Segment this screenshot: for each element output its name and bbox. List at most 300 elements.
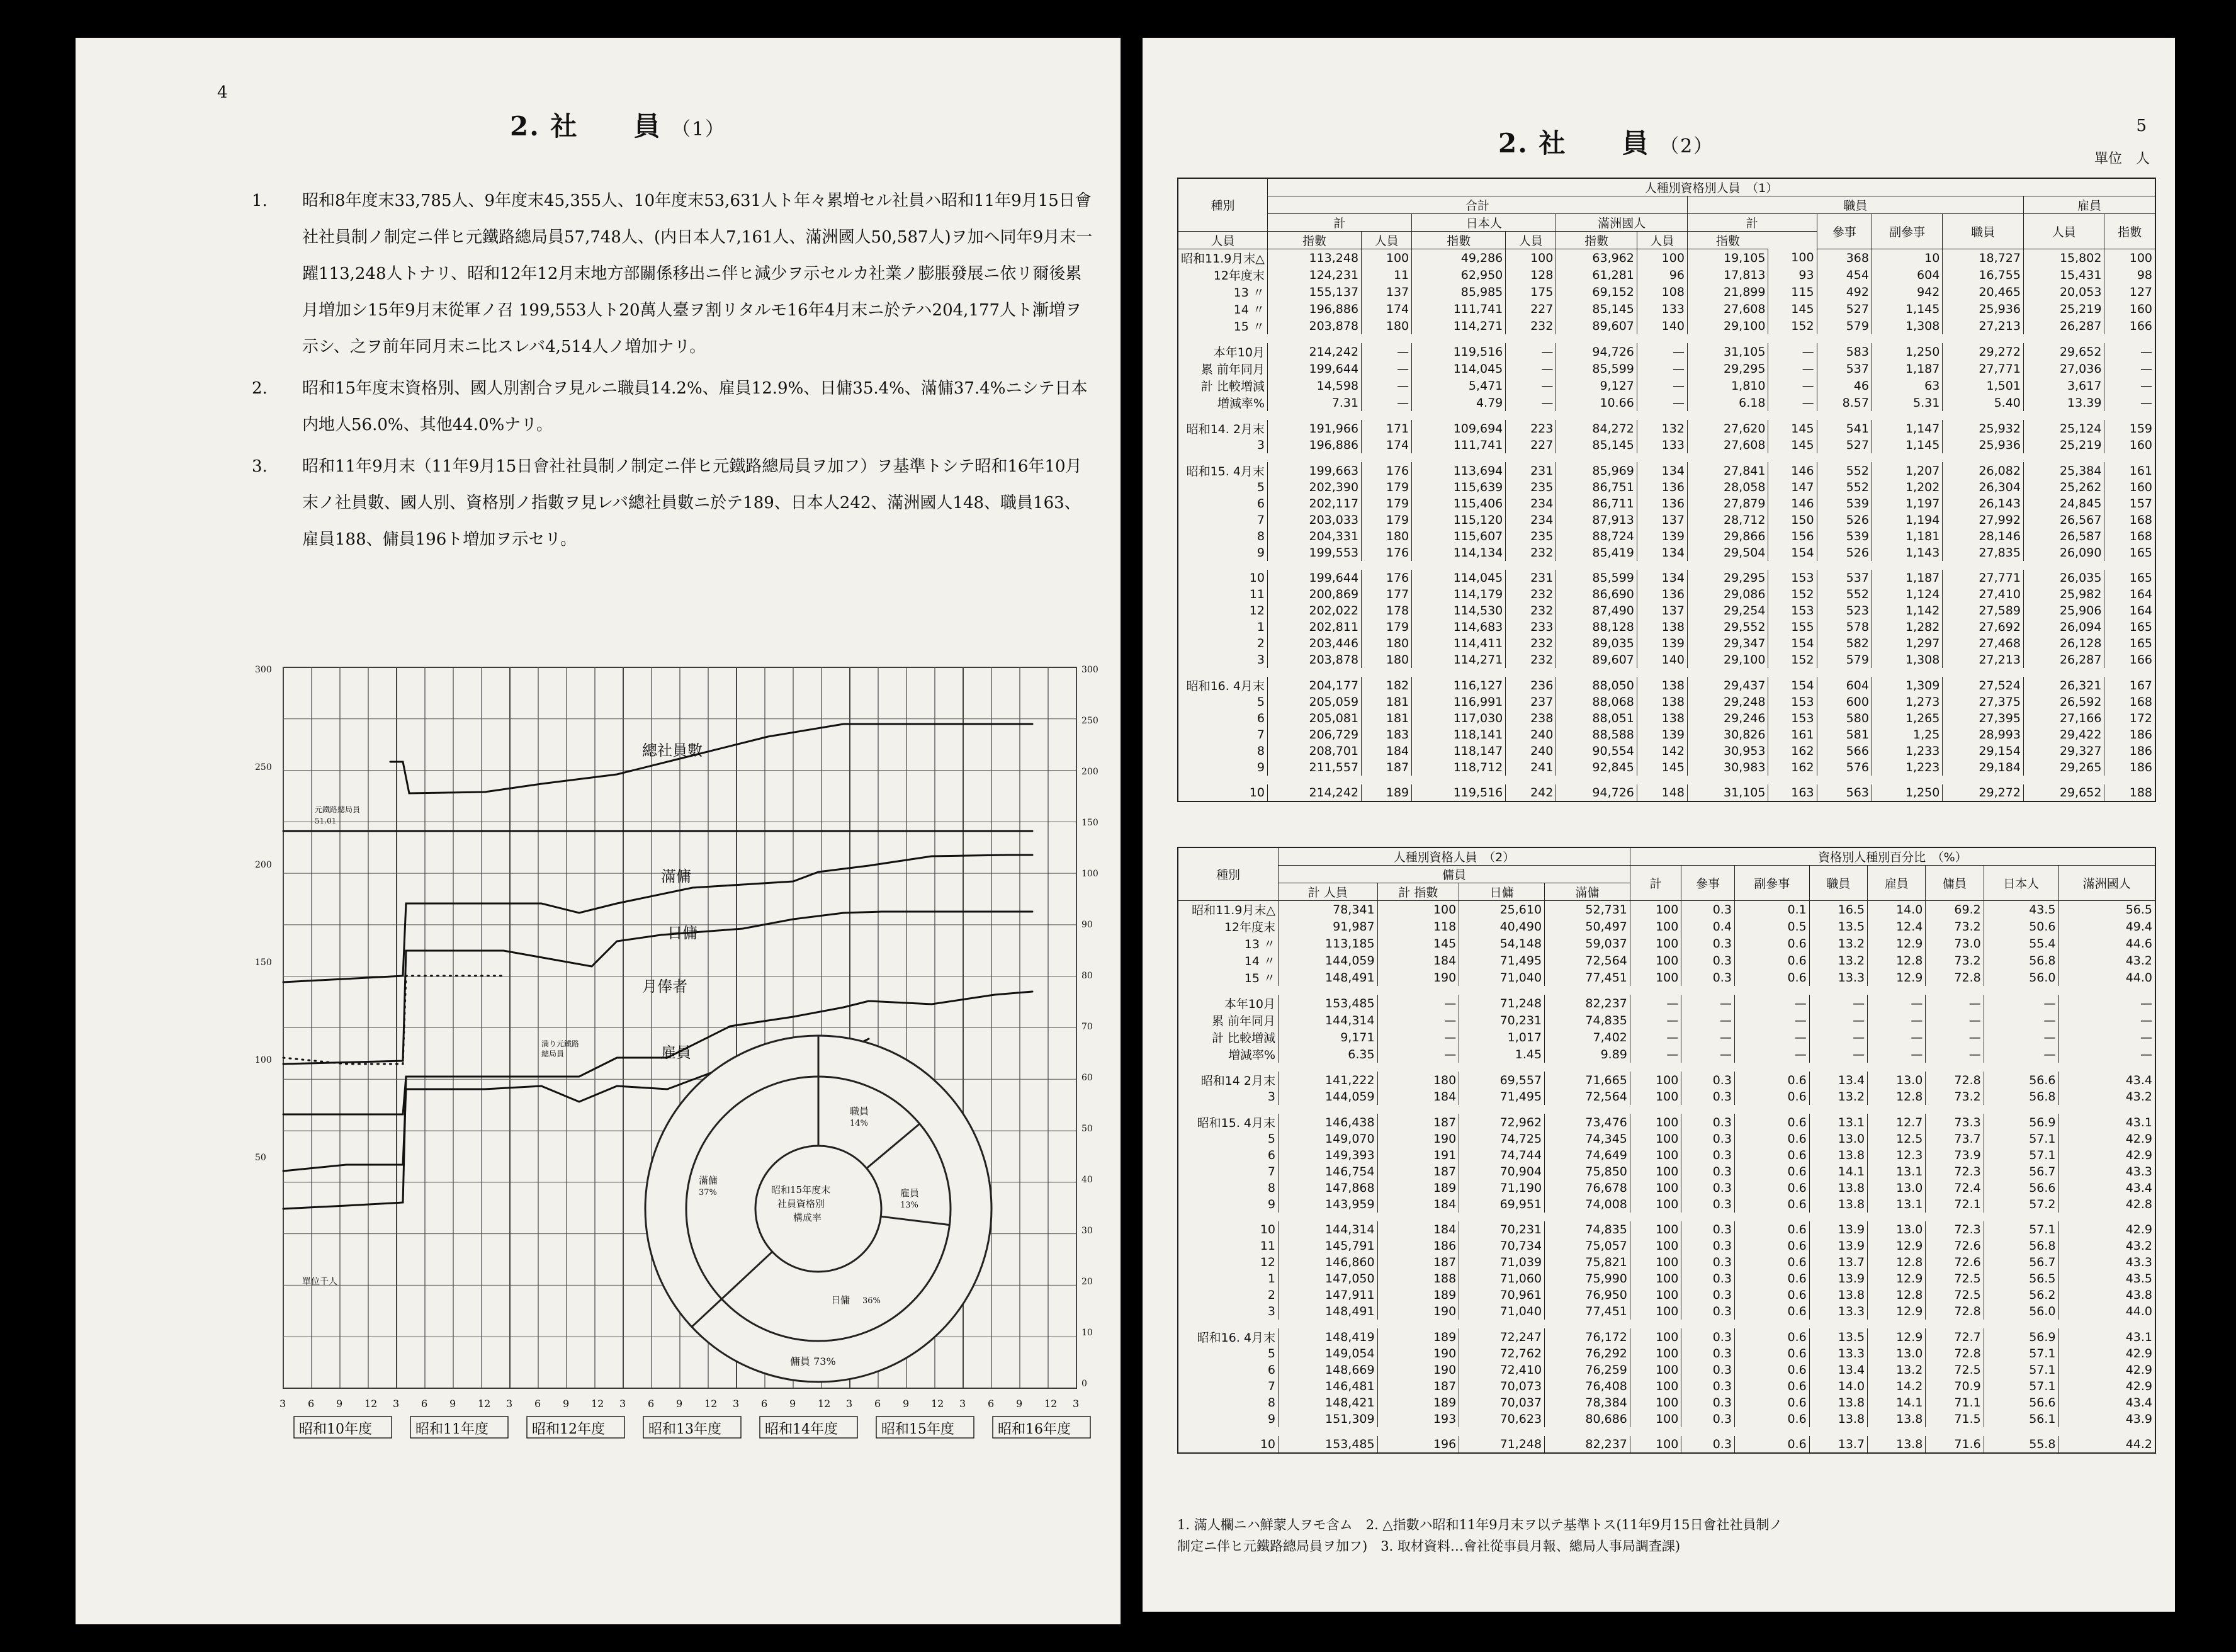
table-cell: — [1637,394,1687,411]
table-cell: 25,936 [1943,300,2024,317]
table-cell: 93 [1768,266,1817,283]
table-cell: 26,094 [2023,619,2104,635]
table-cell: 12.4 [1868,918,1926,935]
table-cell: 153,485 [1279,1436,1378,1453]
table-cell: 189 [1377,1180,1459,1196]
table-cell: 0.6 [1734,935,1809,952]
table-row [1178,360,2155,377]
table-cell: 1,147 [1872,420,1942,437]
table-cell: 152 [1768,586,1817,603]
table-cell: 56.8 [1984,952,2058,969]
table-cell: 165 [2104,545,2155,561]
month-tick: 9 [336,1398,343,1410]
table-cell: 44.6 [2058,935,2155,952]
table-row [1178,952,2155,969]
table-cell: 57.1 [1984,1131,2058,1147]
table-cell: 162 [1768,743,1817,759]
footnotes [1177,1514,2159,1557]
table-cell: 29,248 [1687,694,1768,710]
pie-label: 職員 [850,1106,869,1117]
table-cell: — [1362,360,1412,377]
table-cell: 579 [1817,317,1872,334]
table-cell: 100 [1630,1238,1681,1254]
table-cell: 100 [1630,1163,1681,1180]
table-cell: 29,347 [1687,635,1768,652]
table-row [1178,652,2155,668]
row-label: 1 [1178,1270,1279,1287]
table-cell: 199,553 [1267,545,1361,561]
table-cell: — [1637,343,1687,360]
table-cell: 148,491 [1279,969,1378,986]
table-cell: 12.9 [1868,969,1926,986]
table-cell: 188 [2104,784,2155,801]
table-cell: 147 [1768,479,1817,495]
table-cell: 526 [1817,512,1872,528]
right-axis-tick: 20 [1081,1277,1093,1287]
table-cell: 25,384 [2023,462,2104,479]
table-cell: 25,936 [1943,437,2024,453]
table-caption-left: 人種別資格人員 （2） [1279,847,1630,866]
table-cell: 78,341 [1279,901,1378,919]
table-cell: 100 [2104,249,2155,267]
table-cell: 1,250 [1872,784,1942,801]
table-cell: 1,297 [1872,635,1942,652]
table-cell: 56.8 [1984,1238,2058,1254]
table-cell: 172 [2104,710,2155,727]
table-cell: 27,589 [1943,603,2024,619]
table-cell: 70,961 [1459,1287,1545,1303]
table-cell: 174 [1362,300,1412,317]
table-cell: 154 [1768,545,1817,561]
table-cell: 0.3 [1681,1089,1735,1105]
table-cell: 146,860 [1279,1254,1378,1270]
right-axis-tick: 0 [1081,1379,1087,1389]
table-cell: 114,530 [1412,603,1506,619]
table-cell: 70.9 [1926,1378,1984,1395]
table-cell: 88,128 [1556,619,1637,635]
table-cell: 942 [1872,283,1942,300]
table-cell: 124,231 [1267,266,1361,283]
left-page [76,38,1121,1624]
month-tick: 9 [903,1398,910,1410]
table-cell: 42.9 [2058,1345,2155,1362]
paragraph-number: 1. [252,191,268,210]
table-cell: 116,991 [1412,694,1506,710]
table-cell: 235 [1506,528,1556,545]
table-cell: 1,250 [1872,343,1942,360]
table-cell: 56.6 [1984,1180,2058,1196]
row-label: 昭和11.9月末△ [1178,901,1279,919]
table-cell: 85,599 [1556,360,1637,377]
table-cell: 70,734 [1459,1238,1545,1254]
pie-label: 日傭 [831,1294,850,1306]
table-cell: 12.8 [1868,1254,1926,1270]
table-cell: 57.2 [1984,1196,2058,1213]
h-fukusanji: 副參事 [1734,866,1809,901]
table-cell: 202,390 [1267,479,1361,495]
table-cell: 537 [1817,570,1872,586]
table-cell: 9,171 [1279,1029,1378,1046]
table-cell: 44.2 [2058,1436,2155,1453]
row-label: 1 [1178,619,1267,635]
h-count: 人員 [1178,232,1267,249]
table-cell: 6.35 [1279,1046,1378,1063]
table-cell: 0.6 [1734,1163,1809,1180]
table-cell: 231 [1506,570,1556,586]
table-cell: 17,813 [1687,266,1768,283]
table-cell: 114,271 [1412,317,1506,334]
table-cell: 100 [1630,1378,1681,1395]
h-count: 人員 [1362,232,1412,249]
paragraph-text: 昭和11年9月末（11年9月15日會社社員制ノ制定ニ伴ヒ元鐵路總局員ヲ加フ）ヲ基準トシテ昭和16年10月末ノ社員數、國人別、資格別ノ指數ヲ見レバ總社員數ニ於テ189、日本人242、滿洲國人148、職員163、雇員188、傭員196ト増加ヲ示セリ。 [302,457,1082,549]
table-cell: 88,068 [1556,694,1637,710]
table-cell: 118,712 [1412,759,1506,776]
table-row [1178,1012,2155,1029]
table-cell: 0.6 [1734,1270,1809,1287]
table-cell: 46 [1817,377,1872,394]
table-cell: 159 [2104,420,2155,437]
table-cell: 146 [1768,462,1817,479]
table-cell: 100 [1630,1180,1681,1196]
table-cell: 10.66 [1556,394,1637,411]
table-cell: 152 [1768,652,1817,668]
pie-pct: 37% [699,1188,717,1197]
table-cell: 234 [1506,495,1556,512]
table-cell: 24,845 [2023,495,2104,512]
table-cell: 199,663 [1267,462,1361,479]
table-cell: 196,886 [1267,437,1361,453]
table-cell: 56.7 [1984,1254,2058,1270]
table-cell: 165 [2104,635,2155,652]
table-cell: — [1637,377,1687,394]
table-row [1178,1362,2155,1378]
row-spacer [1178,1105,2155,1114]
month-tick: 6 [648,1398,655,1410]
table-cell: 148 [1637,784,1687,801]
table-cell: — [1506,377,1556,394]
table-cell: 13.8 [1868,1436,1926,1453]
table-cell: 29,652 [2023,343,2104,360]
table-cell: 139 [1637,528,1687,545]
table-cell: 100 [1630,1196,1681,1213]
table-cell: 55.4 [1984,935,2058,952]
table-cell: 167 [2104,677,2155,694]
table-cell: 31,105 [1687,343,1768,360]
table-cell: 142 [1637,743,1687,759]
table-cell: 71,040 [1459,969,1545,986]
table-cell: 29,295 [1687,570,1768,586]
row-label: 8 [1178,743,1267,759]
table-cell: 12.8 [1868,1287,1926,1303]
table-cell: 15,431 [2023,266,2104,283]
table-cell: 29,552 [1687,619,1768,635]
table-cell: 177 [1362,586,1412,603]
table-cell: 43.2 [2058,1238,2155,1254]
table-cell: 30,953 [1687,743,1768,759]
table-cell: 232 [1506,317,1556,334]
month-tick: 3 [733,1398,740,1410]
right-axis-tick: 80 [1081,971,1093,981]
table-cell: 205,081 [1267,710,1361,727]
table-cell: 29,295 [1687,360,1768,377]
table-cell: 26,287 [2023,317,2104,334]
right-axis-tick: 250 [1081,716,1098,726]
table-cell: 100 [1768,249,1817,267]
table-cell: 189 [1377,1287,1459,1303]
table-cell: 9.89 [1545,1046,1630,1063]
table-cell: 454 [1817,266,1872,283]
table-cell: 13.8 [1809,1196,1867,1213]
table-cell: 0.1 [1734,901,1809,919]
right-axis-tick: 90 [1081,920,1093,930]
month-tick: 12 [478,1398,491,1410]
table-cell: 118,147 [1412,743,1506,759]
table-cell: 0.3 [1681,1254,1735,1270]
table-cell: 115 [1768,283,1817,300]
table-cell: 108 [1637,283,1687,300]
table-cell: 88,588 [1556,727,1637,743]
table-cell: 583 [1817,343,1872,360]
table-row [1178,935,2155,952]
row-label: 12 [1178,1254,1279,1270]
table-cell: 100 [1377,901,1459,919]
table-cell: 144,059 [1279,1089,1378,1105]
table-cell: — [1926,995,1984,1012]
month-tick: 9 [789,1398,796,1410]
table-cell: 74,835 [1545,1221,1630,1238]
table-cell: 155 [1768,619,1817,635]
table-cell: 73.2 [1926,1089,1984,1105]
table-cell: — [1768,343,1817,360]
table-cell: — [1868,1029,1926,1046]
table-cell: 42.9 [2058,1147,2155,1163]
pie-pct: 36% [862,1296,881,1306]
table-cell: 189 [1362,784,1412,801]
table-cell: 153,485 [1279,995,1378,1012]
table-cell: 109,694 [1412,420,1506,437]
month-tick: 9 [563,1398,570,1410]
label-emp: 雇員 [661,1044,691,1061]
table-cell: — [1868,1046,1926,1063]
table-row [1178,901,2155,919]
table-cell: 42.9 [2058,1362,2155,1378]
table-cell: 166 [2104,652,2155,668]
left-axis-tick: 250 [255,762,272,772]
small-note: 51.01 [315,817,337,825]
label-total: 總社員數 [642,742,703,759]
table-cell: 13.3 [1809,969,1867,986]
table-cell: 27,841 [1687,462,1768,479]
table-cell: 203,446 [1267,635,1361,652]
table-cell: 100 [1630,1436,1681,1453]
row-label: 10 [1178,1436,1279,1453]
table-cell: 180 [1377,1072,1459,1089]
table-row [1178,1046,2155,1063]
month-tick: 12 [704,1398,718,1410]
table-cell: 162 [1768,759,1817,776]
row-spacer [1178,668,2155,677]
table-cell: 140 [1637,317,1687,334]
table-cell: 42.9 [2058,1221,2155,1238]
table-cell: 134 [1637,545,1687,561]
table-cell: 88,051 [1556,710,1637,727]
table-cell: 160 [2104,479,2155,495]
table-cell: 21,899 [1687,283,1768,300]
table-cell: 186 [2104,727,2155,743]
sub-sanji: 參事 [1817,214,1872,249]
row-label: 13 〃 [1178,283,1267,300]
table-cell: 13.0 [1868,1072,1926,1089]
table-cell: 136 [1637,479,1687,495]
table-cell: 138 [1637,694,1687,710]
table-caption-right: 資格別人種別百分比 （%） [1630,847,2155,866]
row-label: 増減率% [1178,1046,1279,1063]
table-cell: 164 [2104,586,2155,603]
label-monthly: 月俸者 [642,978,687,995]
table-cell: 27,835 [1943,545,2024,561]
row-label: 8 [1178,1180,1279,1196]
month-tick: 12 [364,1398,378,1410]
table-cell: 0.3 [1681,969,1735,986]
row-label: 7 [1178,1378,1279,1395]
table-cell: 184 [1377,952,1459,969]
table-cell: 12.9 [1868,1303,1926,1320]
h-count: 人員 [1637,232,1687,249]
month-tick: 9 [449,1398,456,1410]
table-cell: 20,053 [2023,283,2104,300]
table-cell: 100 [1630,1114,1681,1131]
table-cell: 72.5 [1926,1270,1984,1287]
table-cell: 127 [2104,283,2155,300]
table-cell: 63,962 [1556,249,1637,267]
table-cell: 43.1 [2058,1328,2155,1345]
table-row [1178,784,2155,801]
row-label: 10 [1178,1221,1279,1238]
table-cell: 50.6 [1984,918,2058,935]
table-cell: — [1734,1029,1809,1046]
table-cell: 27,395 [1943,710,2024,727]
table-cell: 1,194 [1872,512,1942,528]
table-cell: 0.6 [1734,1303,1809,1320]
table-cell: 176 [1362,545,1412,561]
table-cell: 88,724 [1556,528,1637,545]
table-cell: 52,731 [1545,901,1630,919]
month-tick: 6 [308,1398,315,1410]
table-cell: 56.7 [1984,1163,2058,1180]
table-cell: 98 [2104,266,2155,283]
year-label: 昭和12年度 [532,1422,605,1437]
sub-manchurian: 滿洲國人 [1556,214,1688,232]
table-cell: 164 [2104,603,2155,619]
table-cell: 232 [1506,652,1556,668]
table-cell: — [1362,394,1412,411]
table-cell: 0.3 [1681,1131,1735,1147]
table-cell: 176 [1362,570,1412,586]
year-label: 昭和16年度 [998,1422,1071,1437]
table-cell: 171 [1362,420,1412,437]
table-cell: 26,592 [2023,694,2104,710]
page-title [510,106,725,144]
sub-shokuin: 職員 [1943,214,2024,249]
table-cell: 29,437 [1687,677,1768,694]
table-cell: 12.9 [1868,935,1926,952]
row-label: 本年10月 [1178,343,1267,360]
table-cell: 25,610 [1459,901,1545,919]
table-cell: 5.31 [1872,394,1942,411]
table-cell: — [2104,394,2155,411]
table-cell: 43.2 [2058,1089,2155,1105]
table-cell: 76,678 [1545,1180,1630,1196]
table-cell: 90,554 [1556,743,1637,759]
table-row [1178,394,2155,411]
table-cell: 240 [1506,727,1556,743]
sub-staff-total: 計 [1687,214,1817,232]
table-cell: 600 [1817,694,1872,710]
table-cell: 0.6 [1734,1238,1809,1254]
table-cell: 12.9 [1868,1328,1926,1345]
table-cell: 541 [1817,420,1872,437]
table-cell: 27,608 [1687,437,1768,453]
table-cell: 28,058 [1687,479,1768,495]
table-cell: 29,184 [1943,759,2024,776]
table-cell: 13.8 [1809,1147,1867,1163]
table-cell: 26,287 [2023,652,2104,668]
table-cell: 3,617 [2023,377,2104,394]
table-cell: 1,143 [1872,545,1942,561]
page-number: 5 [2136,116,2147,135]
table-cell: 63 [1872,377,1942,394]
table-row [1178,437,2155,453]
table-cell: — [1926,1029,1984,1046]
month-tick: 3 [959,1398,966,1410]
table-cell: 1,181 [1872,528,1942,545]
table-cell: 527 [1817,300,1872,317]
row-label: 10 [1178,784,1267,801]
table-cell: 59,037 [1545,935,1630,952]
row-label: 6 [1178,1362,1279,1378]
table-cell: 203,878 [1267,317,1361,334]
table-cell: 179 [1362,512,1412,528]
table-cell: 71,040 [1459,1303,1545,1320]
table-cell: 165 [2104,570,2155,586]
row-label: 5 [1178,1131,1279,1147]
table-cell: 0.6 [1734,1378,1809,1395]
table-cell: 74,744 [1459,1147,1545,1163]
table-cell: 204,177 [1267,677,1361,694]
table-cell: 193 [1377,1411,1459,1427]
table-cell: 1,810 [1687,377,1768,394]
table-cell: 161 [2104,462,2155,479]
row-label: 9 [1178,759,1267,776]
table-cell: 0.3 [1681,1411,1735,1427]
table-cell: 73.0 [1926,935,1984,952]
table-cell: 100 [1630,918,1681,935]
table-cell: 233 [1506,619,1556,635]
footnote-line: 制定ニ伴ヒ元鐵路總局員ヲ加フ) 3. 取材資料…會社從事員月報、總局人事局調査課) [1177,1539,1681,1554]
table-cell: 117,030 [1412,710,1506,727]
table-cell: 7.31 [1267,394,1361,411]
table-cell: 145 [1637,759,1687,776]
table-cell: 148,419 [1279,1328,1378,1345]
table-cell: 119,516 [1412,784,1506,801]
unit-label: 單位千人 [302,1277,337,1287]
table-cell: — [1734,1012,1809,1029]
table-cell: — [1681,995,1735,1012]
table-cell: 74,835 [1545,1012,1630,1029]
table-cell: 1,145 [1872,300,1942,317]
table-cell: 70,037 [1459,1395,1545,1411]
table-cell: 72,762 [1459,1345,1545,1362]
